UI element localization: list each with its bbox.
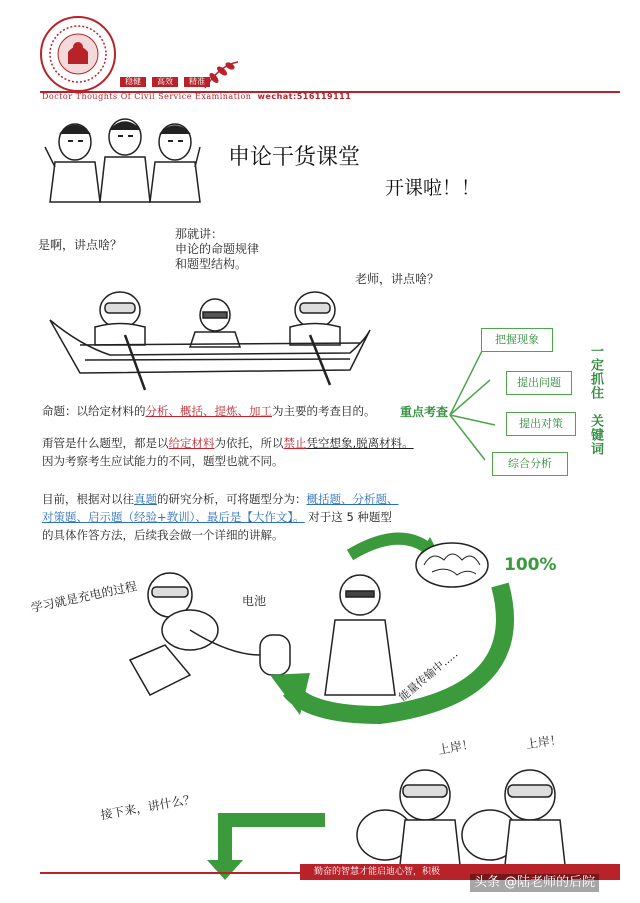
p3-line-1 <box>42 490 442 508</box>
paragraph-material <box>42 434 414 470</box>
speech-middle-line-3: 和题型结构。 <box>175 257 248 271</box>
watermark: 头条 @陆老师的后院 <box>470 874 599 892</box>
p2-c: 为依托，所以 <box>214 436 284 450</box>
keyword-hint-1: 一定抓住 <box>588 344 603 400</box>
p3-f: 对于这 5 种题型 <box>308 510 392 524</box>
p3-line-3: 的具体作答方法，后续我会做一个详细的讲解。 <box>42 528 284 542</box>
footer-banner: 勤奋的智慧才能启迪心智，积极 <box>300 864 620 880</box>
shore-text-2: 上岸！ <box>525 732 563 752</box>
mindmap-center: 重点考查 <box>400 405 449 419</box>
transfer-text: 能量传输中..... <box>396 647 461 704</box>
p2-a: 甭管是什么题型，都是以 <box>42 436 169 450</box>
tagline-text: Doctor Thoughts Of Civil Service Examination <box>42 92 252 101</box>
speech-middle <box>175 227 259 272</box>
slogan-1: 稳健 <box>120 77 146 87</box>
p2-d: 禁止 <box>283 436 307 450</box>
page-subtitle: 开课啦！！ <box>385 177 481 199</box>
p3-line-2 <box>42 508 442 526</box>
p2-b: 给定材料 <box>168 436 215 450</box>
p2-line-2: 因为考察考生应试能力的不同，题型也就不同。 <box>42 454 284 468</box>
slogan-badges <box>120 77 210 87</box>
p3-d: 概括题、分析题、 <box>306 492 399 506</box>
battery-label: 电池 <box>242 594 267 608</box>
p1-highlight: 分析、概括、提炼、加工 <box>145 404 272 418</box>
mindmap-node-4: 综合分析 <box>492 452 568 476</box>
p2-e: 凭空想象,脱离材料。 <box>306 436 414 450</box>
p3-a: 目前，根据对以往 <box>42 492 134 506</box>
speech-right: 老师，讲点啥？ <box>355 272 440 286</box>
p3-e: 对策题、启示题（经验+教训）、最后是【大作文】。 <box>42 510 305 524</box>
laurel-icon <box>200 60 240 94</box>
seal-logo <box>38 14 118 94</box>
speech-middle-line-1: 那就讲： <box>175 227 224 241</box>
slogan-3: 精准 <box>184 77 210 87</box>
wechat-id: wechat:516119111 <box>257 92 352 101</box>
page-title: 申论干货课堂 <box>228 145 361 170</box>
p3-b: 真题 <box>134 492 157 506</box>
paragraph-proposition <box>42 402 376 420</box>
speech-middle-line-2: 申论的命题规律 <box>175 242 260 256</box>
p1-suffix: 为主要的考查目的。 <box>272 404 376 418</box>
three-men-illustration <box>40 112 210 206</box>
slogan-2: 高效 <box>152 77 178 87</box>
speech-left: 是啊，讲点啥？ <box>38 238 123 252</box>
header-tagline <box>42 92 351 101</box>
mindmap-node-1: 把握现象 <box>481 328 553 352</box>
mindmap-node-3: 提出对策 <box>506 412 576 436</box>
next-question: 接下来，讲什么？ <box>99 791 197 823</box>
charging-caption: 学习就是充电的过程 <box>29 578 139 616</box>
boat-illustration <box>50 285 370 394</box>
brain-icon <box>412 540 492 594</box>
p3-c: 的研究分析，可将题型分为： <box>157 492 307 506</box>
keyword-hint-2: 关键词 <box>588 414 603 456</box>
p1-prefix: 命题：以给定材料的 <box>42 404 146 418</box>
shore-text-1: 上岸！ <box>436 736 475 758</box>
progress-percent: 100% <box>504 555 557 575</box>
students-illustration <box>355 755 605 869</box>
mindmap-node-2: 提出问题 <box>506 371 572 395</box>
p2-line-1 <box>42 434 414 452</box>
